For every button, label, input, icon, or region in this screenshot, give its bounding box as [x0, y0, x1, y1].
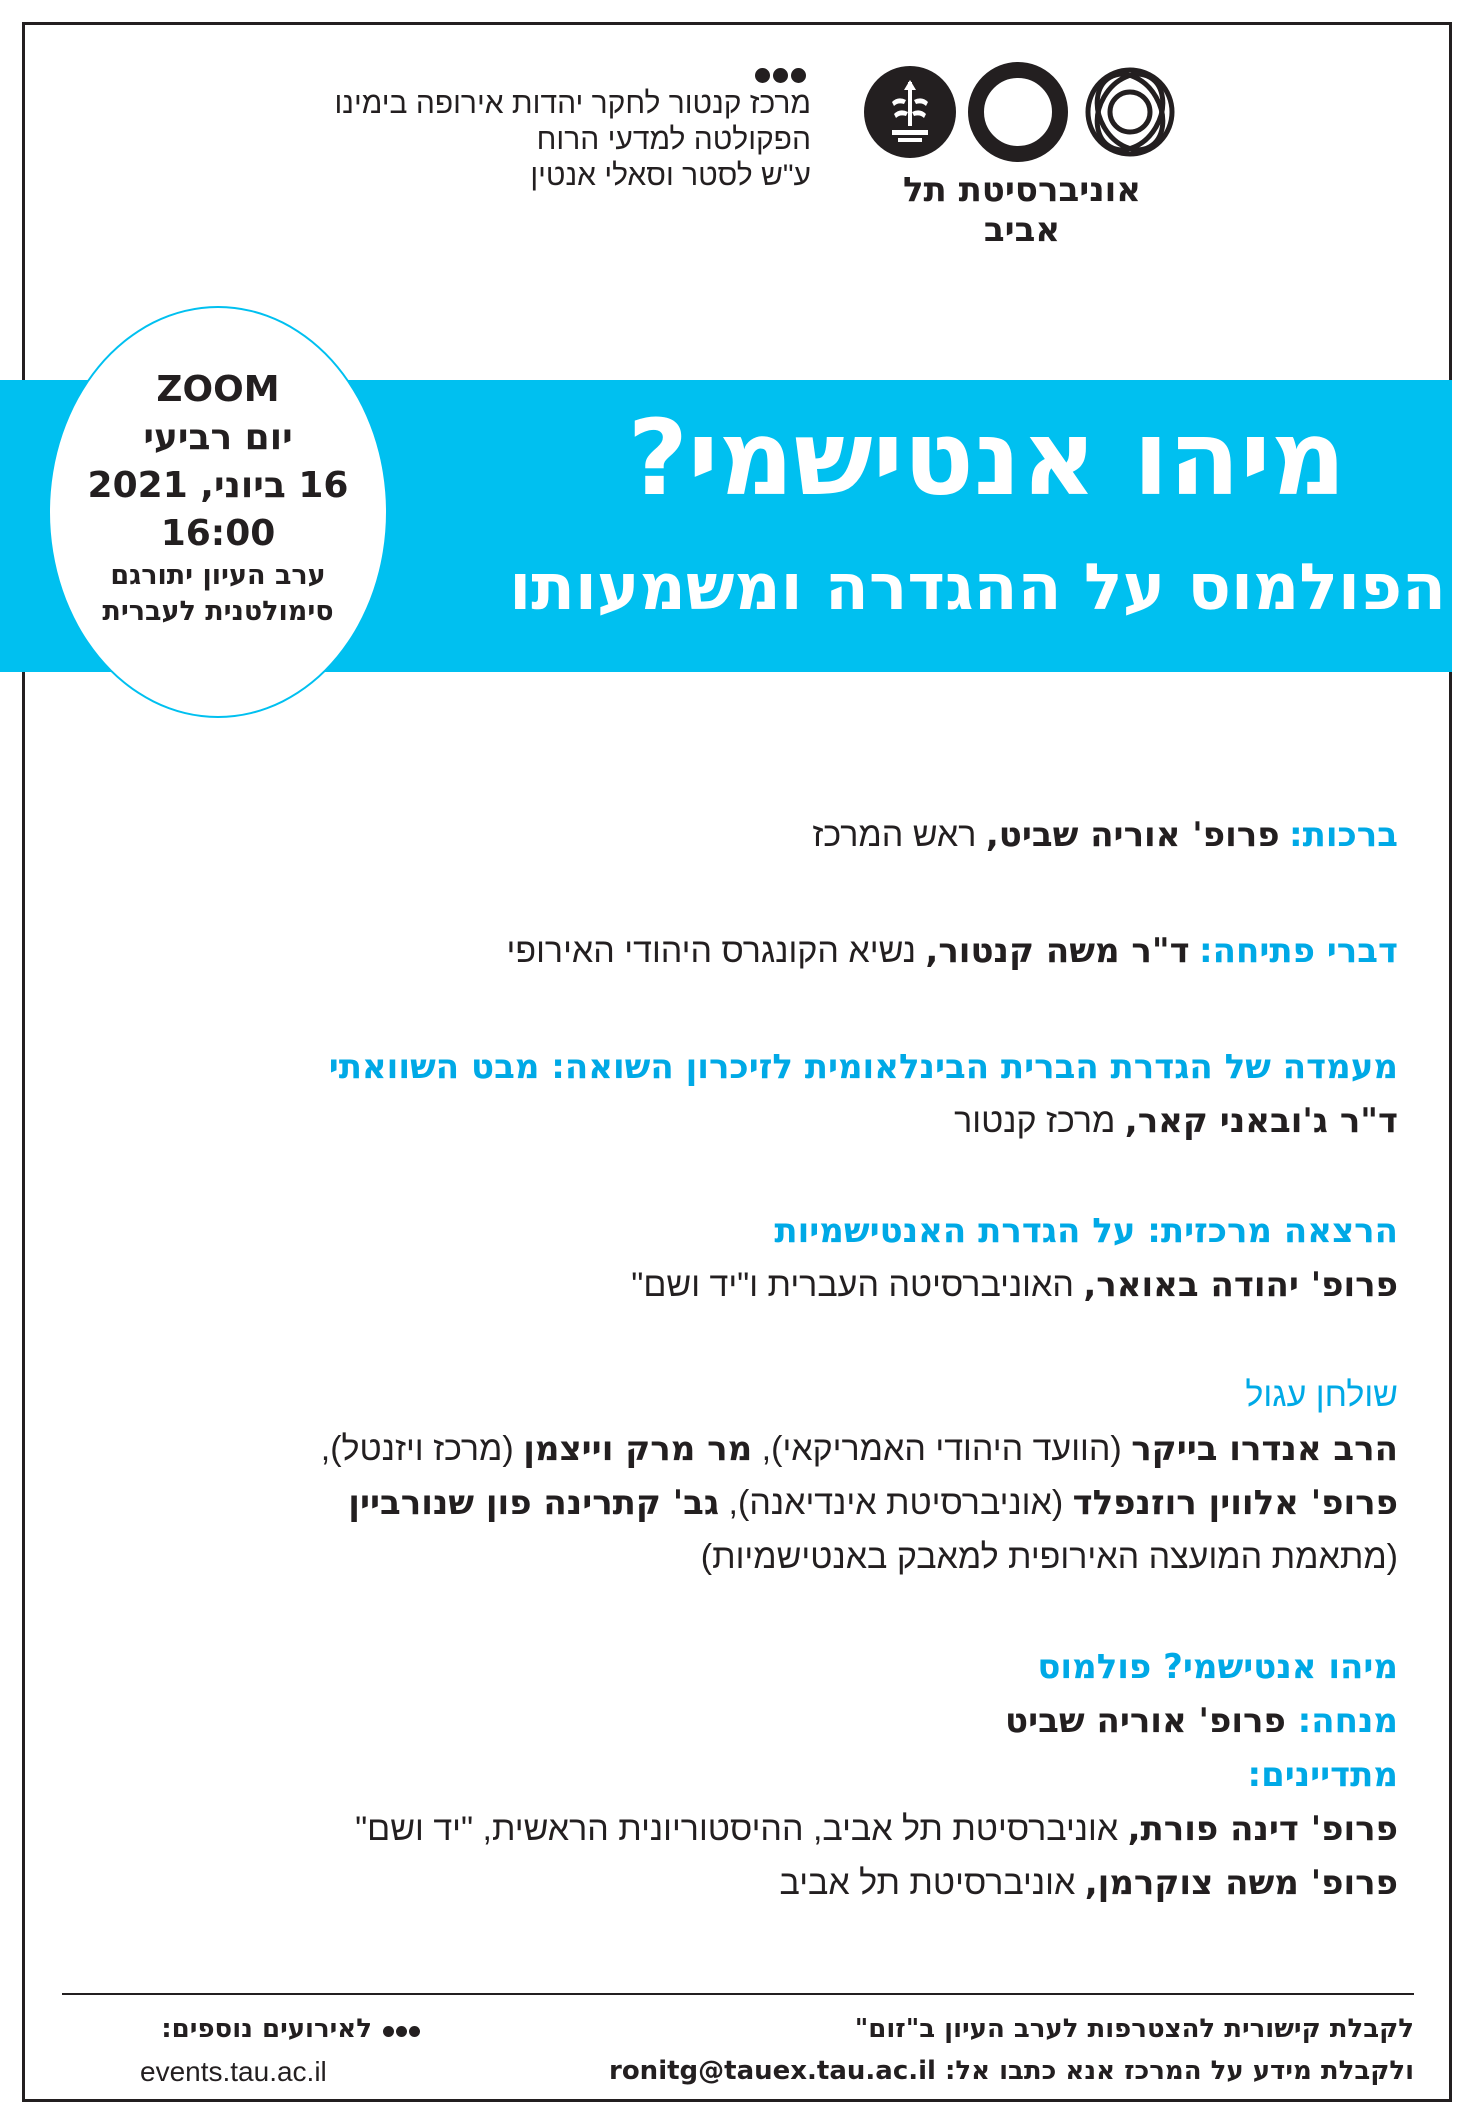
roundtable-role-1: (הוועד היהודי האמריקאי),: [752, 1430, 1132, 1468]
center-line-2: הפקולטה למדעי הרוח: [536, 123, 811, 156]
more-events-label: [128, 2008, 428, 2050]
center-line-3: ע"ש לסטר וסאלי אנטין: [530, 159, 811, 192]
debater-2-name: פרופ' משה צוקרמן,: [1084, 1863, 1398, 1903]
info-line: [514, 2050, 1414, 2092]
more-events-block: [128, 2008, 428, 2050]
platform-label: ZOOM: [156, 369, 280, 410]
greetings-label: ברכות:: [1289, 815, 1398, 855]
debate-title: מיהו אנטישמי? פולמוס: [1037, 1647, 1398, 1687]
translation-note-1: ערב העיון יתורגם: [110, 560, 326, 591]
event-title: מיהו אנטישמי?: [627, 397, 1346, 519]
opening-label: דברי פתיחה:: [1199, 931, 1398, 971]
roundtable-role-3: (אוניברסיטת אינדיאנה),: [719, 1484, 1073, 1522]
center-name-block: [251, 86, 811, 194]
more-events-text: לאירועים נוספים:: [161, 2014, 372, 2044]
keynote-title: הרצאה מרכזית: על הגדרת האנטישמיות: [774, 1211, 1398, 1251]
event-date: 16 ביוני, 2021: [87, 465, 349, 506]
info-text: ולקבלת מידע על המרכז אנא כתבו אל:: [935, 2056, 1414, 2086]
event-details: [48, 366, 388, 630]
keynote-line: [98, 1258, 1398, 1312]
greetings-role: ראש המרכז: [812, 816, 986, 854]
moderator-label: מנחה:: [1297, 1701, 1398, 1741]
translation-note-2: סימולטנית לעברית: [102, 596, 334, 627]
tau-logo-icon: [862, 62, 1182, 162]
debaters-label: מתדיינים:: [1247, 1755, 1398, 1795]
event-day: יום רביעי: [143, 417, 293, 458]
contact-email[interactable]: ronitg@tauex.tau.ac.il: [609, 2056, 936, 2086]
debater-line-2: [98, 1856, 1398, 1910]
three-dots-icon: [381, 2008, 420, 2050]
talk1-title: מעמדה של הגדרת הברית הבינלאומית לזיכרון השואה: מבט השוואתי: [328, 1047, 1398, 1087]
roundtable-title: שולחן עגול: [1245, 1376, 1398, 1414]
roundtable-line-1: [98, 1422, 1398, 1476]
greetings-line: [98, 808, 1398, 862]
three-dots-icon: [752, 68, 812, 88]
zoom-link-note: לקבלת קישורית להצטרפות לערב העיון ב"זום": [854, 2014, 1414, 2044]
opening-role: נשיא הקונגרס היהודי האירופי: [506, 932, 926, 970]
greetings-speaker: פרופ' אוריה שביט,: [985, 815, 1280, 855]
keynote-role: האוניברסיטה העברית ו"יד ושם": [631, 1266, 1084, 1304]
roundtable-role-2: (מרכז ויזנטל),: [320, 1430, 524, 1468]
footer-divider: [62, 1993, 1414, 1995]
roundtable-role-4: (מתאמת המועצה האירופית למאבק באנטישמיות): [700, 1538, 1398, 1576]
opening-speaker: ד"ר משה קנטור,: [925, 931, 1190, 971]
roundtable-line-2: [98, 1476, 1398, 1530]
talk1-line: [98, 1094, 1398, 1148]
debater-1-name: פרופ' דינה פורת,: [1127, 1809, 1398, 1849]
talk1-speaker: ד"ר ג'ובאני קאר,: [1124, 1101, 1398, 1141]
university-name: אוניברסיטת תל אביב: [902, 170, 1142, 250]
roundtable-speaker-2: מר מרק וייצמן: [523, 1429, 753, 1469]
moderator-line: [98, 1694, 1398, 1748]
footer-contact: [514, 2008, 1414, 2092]
roundtable-speaker-1: הרב אנדרו בייקר: [1131, 1429, 1398, 1469]
roundtable-speaker-4: גב' קתרינה פון שנורביין: [348, 1483, 720, 1523]
event-time: 16:00: [160, 513, 276, 554]
center-line-1: מרכז קנטור לחקר יהדות אירופה בימינו: [334, 87, 811, 120]
keynote-speaker: פרופ' יהודה באואר,: [1083, 1265, 1398, 1305]
program: [98, 808, 1398, 1910]
debater-line-1: [98, 1802, 1398, 1856]
debater-1-role: אוניברסיטת תל אביב, ההיסטוריונית הראשית, "יד ושם": [355, 1810, 1128, 1848]
moderator-name: פרופ' אוריה שביט: [1005, 1701, 1298, 1741]
roundtable-speaker-3: פרופ' אלווין רוזנפלד: [1072, 1483, 1398, 1523]
debater-2-role: אוניברסיטת תל אביב: [779, 1864, 1085, 1902]
talk1-role: מרכז קנטור: [954, 1102, 1125, 1140]
event-subtitle: הפולמוס על ההגדרה ומשמעותו: [509, 551, 1446, 625]
events-website-link[interactable]: events.tau.ac.il: [140, 2056, 327, 2087]
opening-line: [98, 924, 1398, 978]
